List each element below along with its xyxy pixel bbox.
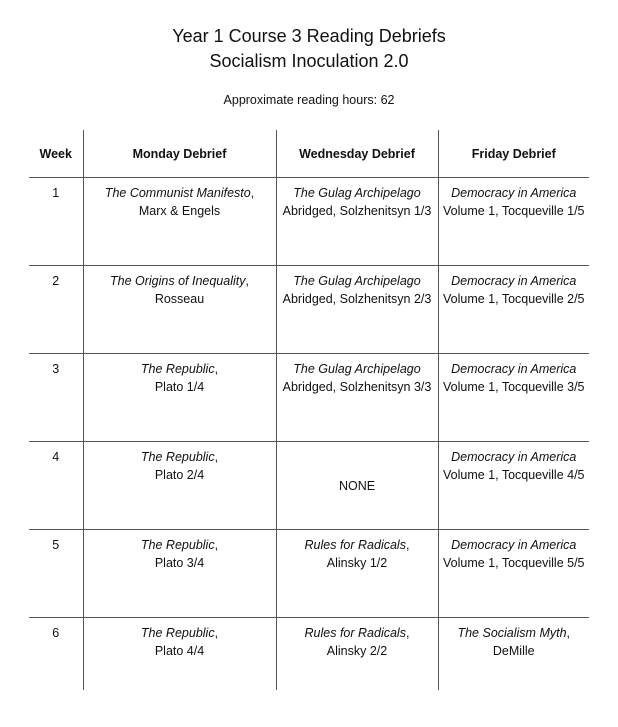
book-title: The Origins of Inequality: [110, 274, 246, 288]
table-row: [29, 442, 589, 530]
monday-cell: The Republic, Plato 4/4: [83, 618, 276, 690]
reading-detail: Plato 1/4: [154, 380, 205, 394]
book-title: Democracy in America: [451, 362, 577, 376]
monday-cell: The Republic, Plato 3/4: [83, 530, 276, 618]
friday-cell: [438, 442, 589, 530]
week-number: 6: [52, 626, 60, 640]
page-title: Year 1 Course 3 Reading Debriefs: [172, 26, 446, 46]
book-title: The Communist Manifesto: [104, 186, 251, 200]
page-subtitle: Socialism Inoculation 2.0: [209, 51, 409, 71]
reading-detail: Alinsky 2/2: [326, 644, 388, 658]
week-number: 2: [29, 266, 83, 354]
book-title: The Socialism Myth: [457, 626, 567, 640]
friday-cell: [438, 178, 589, 266]
reading-detail: Abridged, Solzhenitsyn 3/3: [282, 380, 432, 394]
reading-detail: Alinsky 1/2: [326, 556, 388, 570]
book-title: The Gulag Archipelago: [293, 274, 421, 288]
column-header-week: Week: [29, 130, 83, 178]
week-number: 3: [29, 354, 83, 442]
wednesday-cell: Rules for Radicals, Alinsky 1/2: [276, 530, 438, 618]
reading-detail: Volume 1, Tocqueville 2/5: [442, 292, 585, 306]
friday-cell: [438, 354, 589, 442]
monday-cell: The Republic, Plato 2/4: [83, 442, 276, 530]
monday-cell: The Origins of Inequality, Rosseau: [83, 266, 276, 354]
reading-detail: Abridged, Solzhenitsyn 2/3: [282, 292, 432, 306]
reading-detail: Abridged, Solzhenitsyn 1/3: [282, 204, 432, 218]
week-number: 4: [29, 442, 83, 530]
monday-cell: The Republic, Plato 1/4: [83, 354, 276, 442]
wednesday-cell: NONE: [276, 442, 438, 530]
book-title: The Republic: [140, 362, 215, 376]
reading-detail: DeMille: [492, 644, 535, 658]
reading-detail: Rosseau: [154, 292, 205, 306]
wednesday-cell: [276, 178, 438, 266]
week-number: 5: [29, 530, 83, 618]
table-row: [29, 354, 589, 442]
wednesday-cell: [276, 266, 438, 354]
book-title: The Republic: [140, 626, 215, 640]
week-number: 1: [29, 178, 83, 266]
reading-detail: Plato 3/4: [154, 556, 205, 570]
reading-detail: Volume 1, Tocqueville 3/5: [442, 380, 585, 394]
reading-detail: Marx & Engels: [138, 204, 221, 218]
column-header-wednesday: Wednesday Debrief: [276, 130, 438, 178]
reading-hours: Approximate reading hours: 62: [223, 93, 395, 107]
book-title: Democracy in America: [451, 538, 577, 552]
table-row: [29, 266, 589, 354]
reading-detail: Plato 2/4: [154, 468, 205, 482]
friday-cell: The Socialism Myth, DeMille: [438, 618, 589, 690]
column-header-friday: Friday Debrief: [438, 130, 589, 178]
book-title: The Republic: [140, 538, 215, 552]
reading-detail: Volume 1, Tocqueville 4/5: [442, 468, 585, 482]
wednesday-cell: Rules for Radicals, Alinsky 2/2: [276, 618, 438, 690]
reading-detail: Volume 1, Tocqueville 1/5: [442, 204, 585, 218]
wednesday-cell: [276, 354, 438, 442]
book-title: Democracy in America: [451, 186, 577, 200]
book-title: Rules for Radicals: [304, 626, 406, 640]
friday-cell: [438, 530, 589, 618]
book-title: Democracy in America: [451, 450, 577, 464]
friday-cell: [438, 266, 589, 354]
book-title: The Gulag Archipelago: [293, 186, 421, 200]
book-title: Democracy in America: [451, 274, 577, 288]
book-title: The Republic: [140, 450, 215, 464]
document-header: [0, 24, 618, 108]
table-header-row: [29, 130, 589, 178]
monday-cell: The Communist Manifesto, Marx & Engels: [83, 178, 276, 266]
reading-detail: Plato 4/4: [154, 644, 205, 658]
table-row: [29, 618, 589, 690]
book-title: The Gulag Archipelago: [293, 362, 421, 376]
book-title: Rules for Radicals: [304, 538, 406, 552]
reading-detail: Volume 1, Tocqueville 5/5: [442, 556, 585, 570]
column-header-monday: Monday Debrief: [83, 130, 276, 178]
table-row: [29, 178, 589, 266]
table-row: [29, 530, 589, 618]
reading-schedule-table: [29, 130, 589, 690]
